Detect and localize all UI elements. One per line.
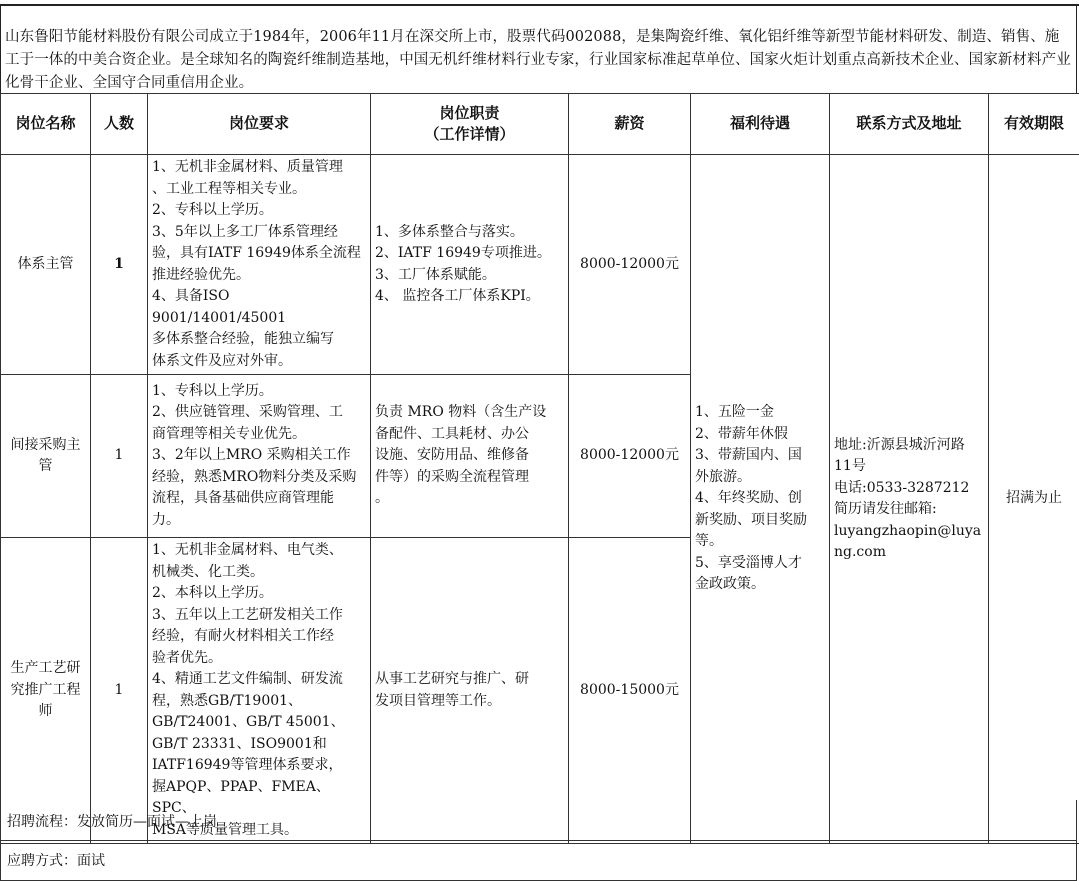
job-requirements: 1、无机非金属材料、电气类、 机械类、化工类。 2、本科以上学历。 3、五年以上工艺研发相关工作 经验，有耐火材料相关工作经 验者优先。 4、精通工艺文件编制、研发流 程，熟悉GB/T19001、 GB/T24001、GB/T 45001、 GB/T 23331、ISO9001和 IATF16949等管理体系要求， 握APQP、PPAP、FMEA、SPC、 MSA等质量管理工具。 [148, 538, 371, 844]
header-duties: 岗位职责 （工作详情） [371, 94, 569, 155]
job-requirements: 1、无机非金属材料、质量管理 、工业工程等相关专业。 2、专科以上学历。 3、5年以上多工厂体系管理经 验，具有IATF 16949体系全流程 推进经验优先。 4、具备ISO 9001/14001/45001 多体系整合经验，能独立编写 体系文件及应对外审。 [148, 155, 371, 375]
job-count: 1 [91, 375, 148, 538]
header-benefits: 福利待遇 [691, 94, 830, 155]
header-count: 人数 [91, 94, 148, 155]
job-duties: 1、多体系整合与落实。 2、IATF 16949专项推进。 3、工厂体系赋能。 4、 监控各工厂体系KPI。 [371, 155, 569, 375]
header-requirements: 岗位要求 [148, 94, 371, 155]
job-table [0, 93, 1079, 844]
job-title: 生产工艺研 究推广工程 师 [1, 538, 91, 844]
validity: 招满为止 [989, 155, 1079, 844]
header-salary: 薪资 [569, 94, 691, 155]
job-duties: 负责 MRO 物料（含生产设 备配件、工具耗材、办公 设施、安防用品、维修备 件等）的采购全流程管理 。 [371, 375, 569, 538]
job-count: 1 [91, 155, 148, 375]
job-salary: 8000-12000元 [569, 155, 691, 375]
company-intro: 山东鲁阳节能材料股份有限公司成立于1984年，2006年11月在深交所上市，股票代码002088，是集陶瓷纤维、氧化铝纤维等新型节能材料研发、制造、销售、施工于一体的中美合资企业。是全球知名的陶瓷纤维制造基地，中国无机纤维材料行业专家，行业国家标准起草单位、国家火炬计划重点高新技术企业、国家新材料产业化骨干企业、全国守合同重信用企业。 [0, 6, 1077, 93]
job-count: 1 [91, 538, 148, 844]
job-requirements: 1、专科以上学历。 2、供应链管理、采购管理、工 商管理等相关专业优先。 3、2年以上MRO 采购相关工作 经验，熟悉MRO物料分类及采购 流程，具备基础供应商管理能 力。 [148, 375, 371, 538]
header-contact: 联系方式及地址 [830, 94, 989, 155]
job-salary: 8000-12000元 [569, 375, 691, 538]
application-method: 应聘方式：面试 [0, 841, 1077, 881]
recruitment-process: 招聘流程：发放简历—面试—上岗 [0, 800, 1077, 841]
job-salary: 8000-15000元 [569, 538, 691, 844]
table-row [1, 155, 1079, 375]
job-duties: 从事工艺研究与推广、研 发项目管理等工作。 [371, 538, 569, 844]
contact-info: 地址:沂源县城沂河路 11号 电话:0533-3287212 简历请发往邮箱: luyangzhaopin@luya ng.com [830, 155, 989, 844]
header-validity: 有效期限 [989, 94, 1079, 155]
benefits: 1、五险一金 2、带薪年休假 3、带薪国内、国 外旅游。 4、年终奖励、创 新奖励、项目奖励 等。 5、享受淄博人才 金政政策。 [691, 155, 830, 844]
job-title: 体系主管 [1, 155, 91, 375]
header-title: 岗位名称 [1, 94, 91, 155]
table-header-row [1, 94, 1079, 155]
job-title: 间接采购主 管 [1, 375, 91, 538]
